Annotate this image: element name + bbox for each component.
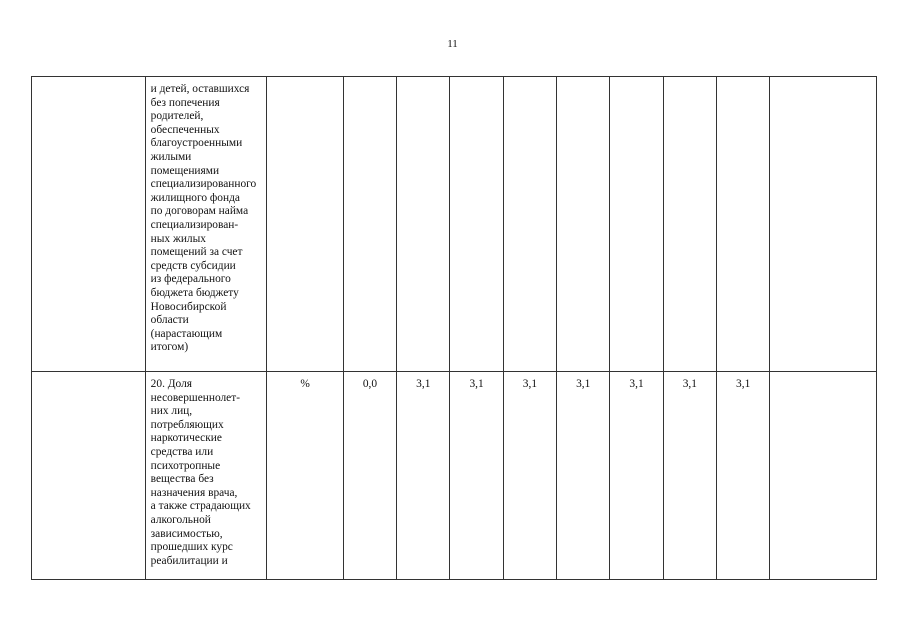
description-line: и детей, оставшихся	[150, 83, 250, 95]
description-line: наркотические	[150, 432, 222, 445]
description-line: несовершеннолет-	[150, 391, 240, 404]
value-cell	[503, 77, 556, 372]
program-cell	[32, 372, 146, 580]
value-cell	[397, 77, 450, 372]
note-cell	[770, 77, 877, 372]
description-line: вещества без	[150, 473, 214, 486]
description-line: жилыми	[150, 150, 192, 163]
description-line: потребляющих	[150, 418, 224, 431]
description-line: области	[150, 314, 189, 327]
description-line: обеспеченных	[150, 123, 220, 136]
description-line: жилищного фонда	[150, 191, 240, 204]
value-cell: 3,1	[717, 372, 770, 580]
table-row	[32, 372, 877, 580]
page-number: 11	[447, 38, 458, 50]
description-line: средства или	[150, 445, 214, 458]
description-line: алкогольной	[150, 513, 211, 526]
value-cell: 0,0	[343, 372, 396, 580]
description-line: из федерального	[150, 273, 231, 286]
value-cell	[343, 77, 396, 372]
description-line: назначения врача,	[150, 486, 238, 499]
value-cell	[610, 77, 663, 372]
value-cell: 3,1	[503, 372, 556, 580]
description-line: без попечения	[150, 96, 220, 109]
description-line: а также страдающих	[150, 500, 251, 513]
description-line: психотропные	[150, 459, 221, 472]
description-line: реабилитации и	[150, 554, 228, 567]
description-line: специализированного	[150, 178, 257, 191]
indicator-description-cell	[145, 372, 267, 580]
value-cell: 3,1	[397, 372, 450, 580]
value-cell: 3,1	[450, 372, 503, 580]
unit-cell	[267, 77, 343, 372]
program-cell	[32, 77, 146, 372]
description-line: родителей,	[150, 110, 204, 123]
description-line: Новосибирской	[150, 300, 227, 313]
description-line: зависимостью,	[150, 527, 223, 540]
table-row	[32, 77, 877, 372]
value-cell: 3,1	[610, 372, 663, 580]
description-line: по договорам найма	[150, 205, 249, 218]
unit-cell: %	[267, 372, 343, 580]
description-line: помещений за счет	[150, 246, 243, 259]
description-line: благоустроенными	[150, 137, 243, 150]
description-line: бюджета бюджету	[150, 286, 239, 299]
value-cell	[450, 77, 503, 372]
description-line: ных жилых	[150, 232, 206, 245]
description-line: них лиц,	[150, 405, 193, 418]
indicator-description-cell	[145, 77, 267, 372]
note-cell	[770, 372, 877, 580]
description-line: (нарастающим	[150, 327, 223, 340]
description-line: итогом)	[150, 341, 189, 354]
indicator-table	[31, 76, 877, 580]
value-cell	[557, 77, 610, 372]
description-line: средств субсидии	[150, 259, 236, 272]
value-cell	[663, 77, 716, 372]
description-line: специализирован-	[150, 218, 239, 231]
description-line: помещениями	[150, 164, 220, 177]
value-cell: 3,1	[557, 372, 610, 580]
value-cell	[717, 77, 770, 372]
description-line: прошедших курс	[150, 541, 233, 554]
value-cell: 3,1	[663, 372, 716, 580]
description-line: 20. Доля	[150, 378, 192, 390]
